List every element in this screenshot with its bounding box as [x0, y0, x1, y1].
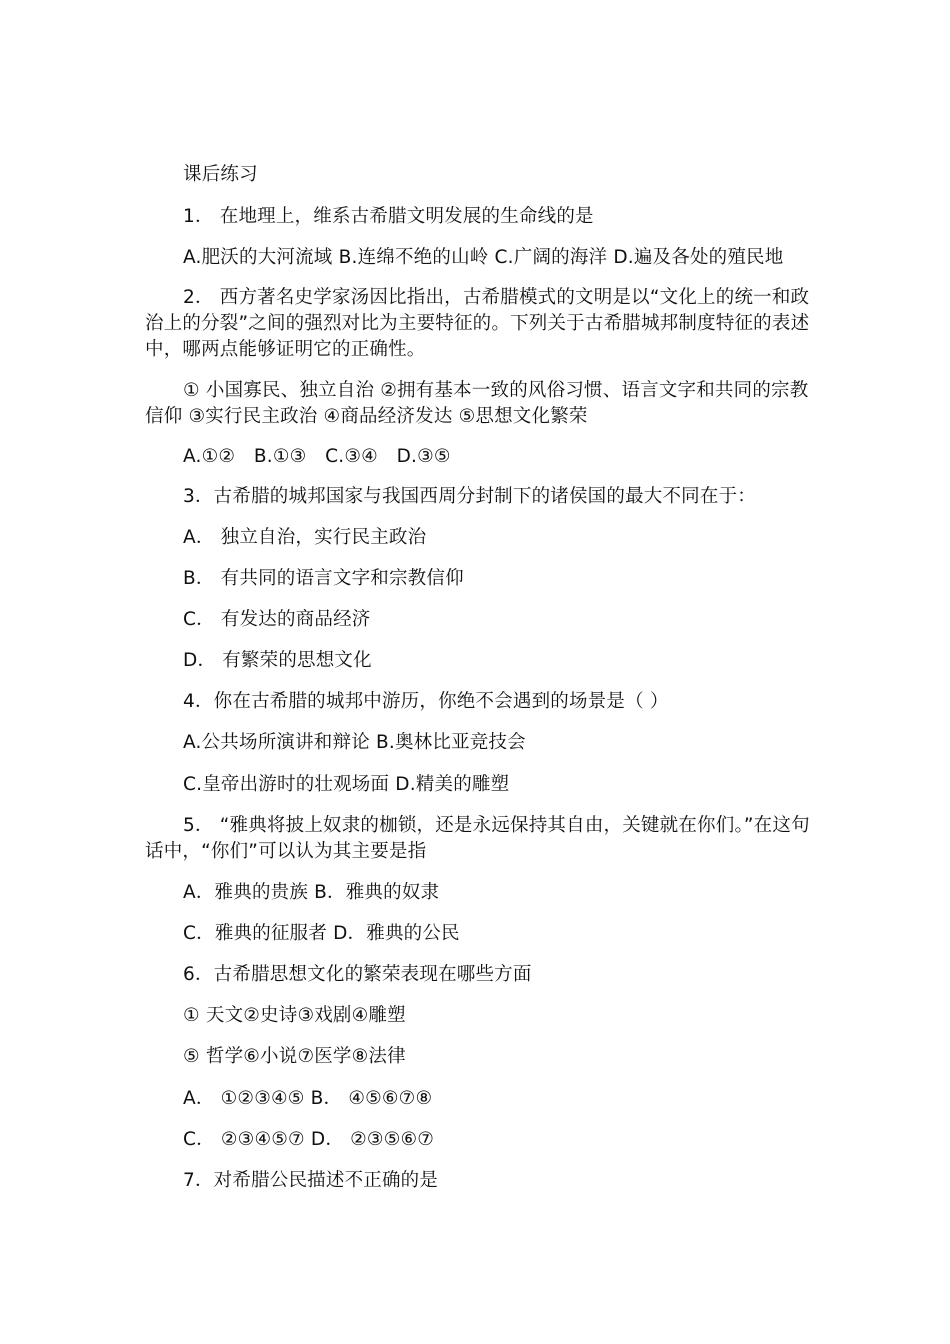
question-5-options-ab: A．雅典的贵族 B．雅典的奴隶: [183, 882, 440, 903]
question-5-options-cd: C．雅典的征服者 D．雅典的公民: [183, 923, 460, 944]
question-6-options-cd: C． ②③④⑤⑦ D． ②③⑤⑥⑦: [183, 1129, 435, 1150]
question-2-stem: 2． 西方著名史学家汤因比指出，古希腊模式的文明是以“文化上的统一和政治上的分裂”之间的强烈对比为主要特征的。下列关于古希腊城邦制度特征的表述中，哪两点能够证明它的正确性。: [145, 287, 810, 360]
question-3-stem: 3．古希腊的城邦国家与我国西周分封制下的诸侯国的最大不同在于：: [183, 486, 756, 507]
question-6-items-1: ① 天文②史诗③戏剧④雕塑: [183, 1005, 406, 1026]
question-6-items-2: ⑤ 哲学⑥小说⑦医学⑧法律: [183, 1046, 406, 1067]
section-heading: 课后练习: [183, 164, 258, 185]
question-2-items: ① 小国寡民、独立自治 ②拥有基本一致的风俗习惯、语言文字和共同的宗教信仰 ③实行民主政治 ④商品经济发达 ⑤思想文化繁荣: [145, 380, 809, 427]
question-3-option-c: C． 有发达的商品经济: [183, 609, 371, 630]
question-1-options: A.肥沃的大河流域 B.连绵不绝的山岭 C.广阔的海洋 D.遍及各处的殖民地: [183, 247, 784, 268]
question-4-options-cd: C.皇帝出游时的壮观场面 D.精美的雕塑: [183, 774, 510, 795]
question-2-options: A.①② B.①③ C.③④ D.③⑤: [183, 446, 451, 467]
question-6-stem: 6．古希腊思想文化的繁荣表现在哪些方面: [183, 964, 532, 985]
question-3-option-a: A． 独立自治，实行民主政治: [183, 527, 427, 548]
question-1-stem: 1． 在地理上，维系古希腊文明发展的生命线的是: [183, 206, 594, 227]
question-6-options-ab: A． ①②③④⑤ B． ④⑤⑥⑦⑧: [183, 1088, 433, 1109]
question-4-stem: 4．你在古希腊的城邦中游历，你绝不会遇到的场景是（ ）: [183, 691, 669, 712]
question-4-options-ab: A.公共场所演讲和辩论 B.奥林比亚竞技会: [183, 732, 526, 753]
question-7-stem: 7．对希腊公民描述不正确的是: [183, 1170, 439, 1191]
question-3-option-d: D． 有繁荣的思想文化: [183, 650, 372, 671]
question-5-stem: 5． “雅典将披上奴隶的枷锁，还是永远保持其自由，关键就在你们。”在这句话中，“你们”可以认为其主要是指: [145, 815, 810, 862]
question-3-option-b: B． 有共同的语言文字和宗教信仰: [183, 568, 464, 589]
